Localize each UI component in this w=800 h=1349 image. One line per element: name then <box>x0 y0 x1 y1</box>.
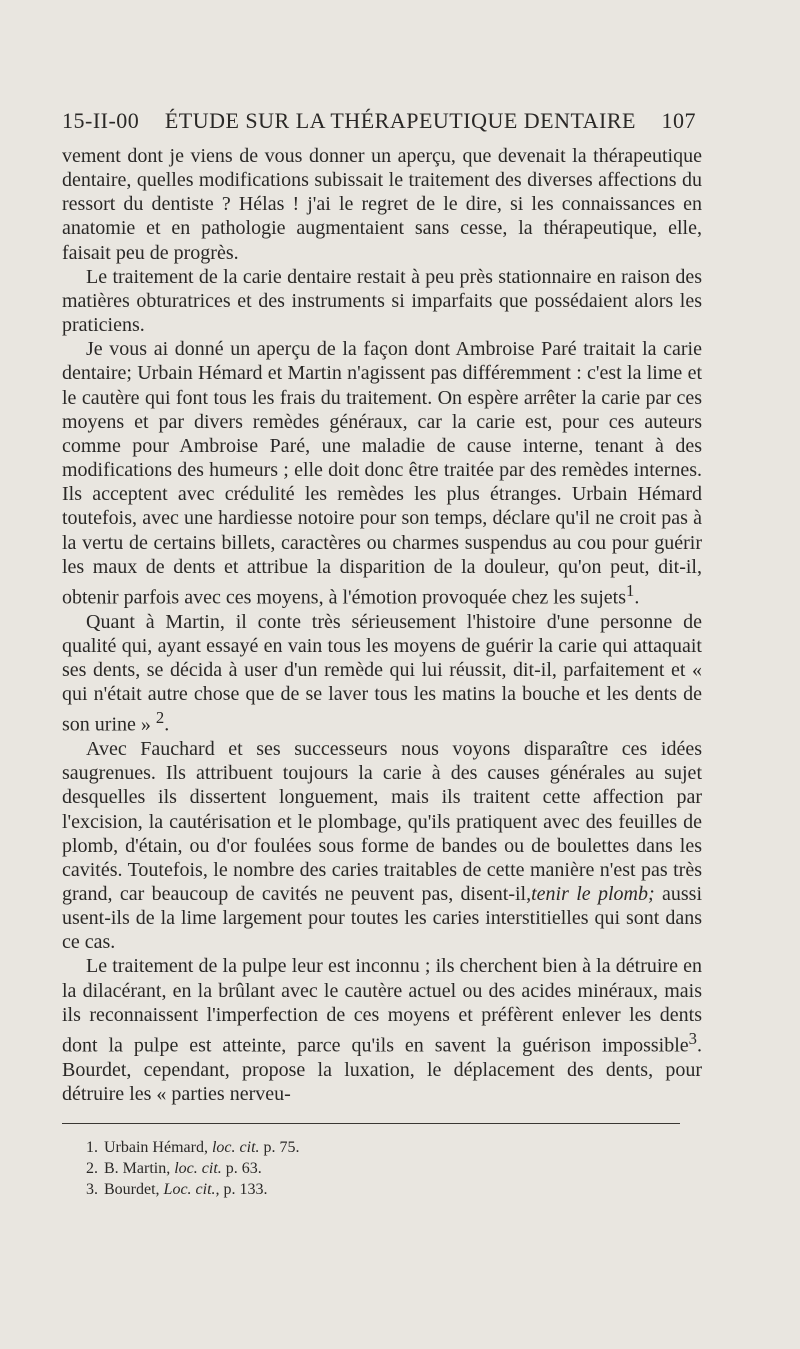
paragraph: vement dont je viens de vous donner un aperçu, que devenait la thérapeutique dentaire, quelles modifications subissait le traitement des diverses affections du ressort du dentiste ? Hélas ! j'ai le regret de le dire, si les connaissances en anatomie et en pathologie augmentaient sans cesse, la thérapeutique, elle, faisait peu de progrès. <box>62 145 702 264</box>
running-header <box>62 108 696 134</box>
header-date: 15-II-00 <box>62 108 140 133</box>
paragraph: Le traitement de la pulpe leur est inconnu ; ils cherchent bien à la détruire en la dilacérant, en la brûlant avec le cautère actuel ou des acides minéraux, mais ils reconnaissent l'imperfection de ces moyens et préfèrent enlever les dents dont la pulpe est atteinte, parce qu'ils en savent la guérison impossible$^3$. Bourdet, cependant, propose la luxation, le déplacement des dents, pour détruire les « parties nerveu- <box>62 955 702 1105</box>
body-text <box>62 144 702 1106</box>
paragraph: Avec Fauchard et ses successeurs nous voyons disparaître ces idées saugrenues. Ils attribuent toujours la carie à des causes générales au sujet desquelles ils dissertent longuement, mais ils traitent cette affection par l'excision, la cautérisation et le plombage, qu'ils pratiquent avec des feuilles de plomb, d'étain, ou d'or foulées sous forme de bandes ou de boulettes dans les cavités. Toutefois, le nombre des caries traitables de cette manière n'est pas très grand, car beaucoup de cavités ne peuvent pas, disent-il,tenir le plomb; aussi usent-ils de la lime largement pour toutes les caries interstitielles qui sont dans ce cas. <box>62 738 702 954</box>
paragraph: Quant à Martin, il conte très sérieusement l'histoire d'une personne de qualité qui, ayant essayé en vain tous les moyens de guérir la carie qui attaquait ses dents, se décida à user d'un remède qui lui réussit, dit-il, parfaitement et « qui n'était autre chose que de se laver tous les matins la bouche et les dents de son urine » $^2$. <box>62 610 702 736</box>
footnote: 3. Bourdet, Loc. cit., p. 133. <box>86 1181 268 1198</box>
header-title: ÉTUDE SUR LA THÉRAPEUTIQUE DENTAIRE <box>164 108 636 133</box>
paragraph: Je vous ai donné un aperçu de la façon dont Ambroise Paré traitait la carie dentaire; Urbain Hémard et Martin n'agissent pas différemment : c'est la lime et le cautère qui font tous les frais du traitement. On espère arrêter la carie par ces moyens et par divers remèdes généraux, car la carie est, pour ces auteurs comme pour Ambroise Paré, une maladie de cause interne, tenant à des modifications des humeurs ; elle doit donc être traitée par des remèdes internes. Ils acceptent avec crédulité les remèdes les plus étranges. Urbain Hémard toutefois, avec une hardiesse notoire pour son temps, déclare qu'il ne croit pas à la vertu de certains billets, caractères ou charmes suspendus au cou pour guérir les maux de dents et attribue la disparition de la douleur, qu'on peut, dit-il, obtenir parfois avec ces moyens, à l'émotion provoquée chez les sujets$^1$. <box>62 338 702 609</box>
footnote-ref: 2 <box>155 708 165 728</box>
page-number: 107 <box>661 108 696 133</box>
footnotes <box>86 1137 300 1200</box>
italic-phrase: tenir le plomb; <box>531 883 655 905</box>
footnote: 1. Urbain Hémard, loc. cit. p. 75. <box>86 1139 300 1156</box>
footnote: 2. B. Martin, loc. cit. p. 63. <box>86 1160 262 1177</box>
footnote-ref: 3 <box>688 1028 697 1048</box>
footnote-ref: 1 <box>625 580 635 600</box>
paragraph: Le traitement de la carie dentaire restait à peu près stationnaire en raison des matières obturatrices et des instruments si imparfaits que possédaient alors les praticiens. <box>62 265 702 337</box>
footnote-divider <box>62 1123 680 1124</box>
